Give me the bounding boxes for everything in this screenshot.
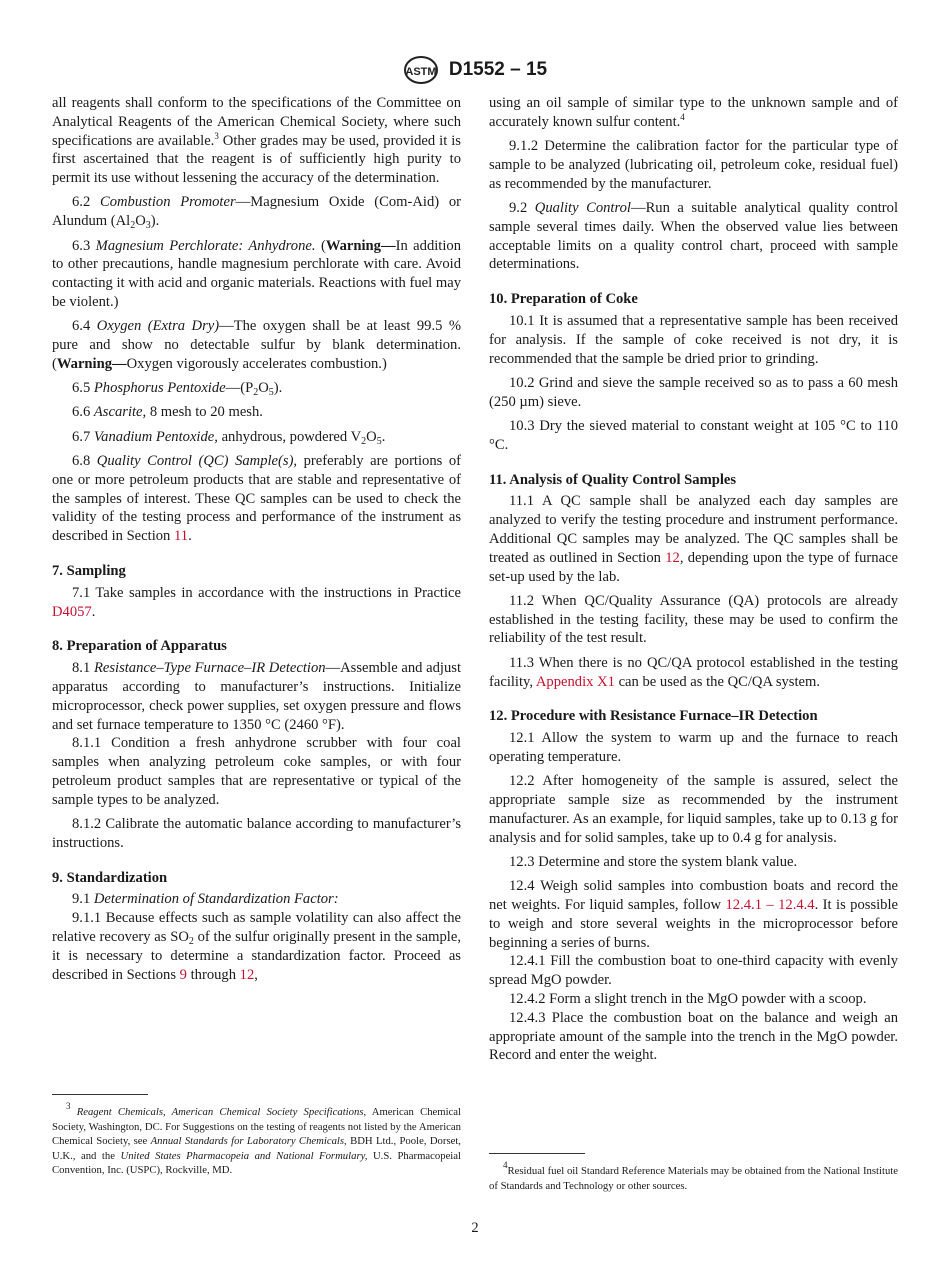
text-run: 6.6 <box>72 404 94 421</box>
cross-reference-link[interactable]: 12 <box>239 966 255 983</box>
cross-reference-link[interactable]: 12.4.1 – 12.4.4 <box>725 896 815 913</box>
text-run: 6.2 <box>72 194 100 211</box>
paragraph <box>52 94 461 188</box>
footnote-marker: 3 <box>214 130 219 141</box>
text-run: 8.1.1 Condition a fresh anhydrone scrubber with four coal samples when analyzing petroleum coke samples, or with four petroleum product samples that are representative or typical of the sample types to be analyzed. <box>52 735 461 808</box>
paragraph <box>52 452 461 546</box>
paragraph <box>489 853 898 872</box>
footnote-text <box>52 1101 462 1178</box>
footnote-text <box>489 1160 898 1193</box>
text-run: 8.1 <box>72 660 94 677</box>
paragraph <box>52 659 461 734</box>
text-run: 6.4 <box>72 318 97 335</box>
text-run: 5 <box>268 387 274 399</box>
text-run: anhydrous, powdered V <box>217 428 362 445</box>
text-run: O <box>258 380 269 397</box>
text-run: Residual fuel oil Standard Reference Materials may be obtained from the National Institute of Standards and Technology or other sources. <box>489 1165 898 1192</box>
text-run: 2 <box>253 387 259 399</box>
text-run: Vanadium Pentoxide, <box>93 428 218 445</box>
paragraph <box>489 492 898 586</box>
paragraph <box>52 909 461 984</box>
text-run: . <box>381 428 386 445</box>
text-run: —Assemble and adjust apparatus according to manufacturer’s instructions. Initialize microprocessor, check power supplies, set oxygen pressure and flows and set furnace temperature to 1350 °C (2460 °F). <box>52 660 461 733</box>
cross-reference-link[interactable]: D4057 <box>52 603 92 620</box>
paragraph <box>489 374 898 412</box>
paragraph <box>52 815 461 853</box>
cross-reference-link[interactable]: 9 <box>179 966 187 983</box>
section-heading: 7. Sampling <box>52 563 126 580</box>
paragraph <box>489 1009 898 1065</box>
text-run: 12.4 Weigh solid samples into combustion boats and record the net weights. For liquid samples, follow <box>489 878 898 913</box>
text-run: ). <box>273 380 283 397</box>
document-code: D1552 – 15 <box>448 59 548 80</box>
section-heading: 10. Preparation of Coke <box>489 291 638 308</box>
text-run: 12.2 After homogeneity of the sample is assured, select the appropriate sample size as recommended by the instrument manufacturer. As an example, for liquid samples, take up to 0.13 g for analysis and for solid samples, take up to 0.4 g for analysis. <box>489 773 898 846</box>
text-run: , American Chemical Society, Washington, DC. For Suggestions on the testing of reagents not listed by the American Chemical Society, see <box>52 1106 462 1148</box>
text-run: . <box>91 603 96 620</box>
text-run: preferably are portions of one or more petroleum products that are stable and representative of the samples of interest. These QC samples can be used to check the validity of the testing process and performance of the instrument as described in Section <box>52 453 462 545</box>
paragraph <box>489 877 898 952</box>
paragraph <box>52 317 461 373</box>
paragraph <box>489 94 898 132</box>
text-run: O <box>135 213 146 230</box>
svg-text:ASTM: ASTM <box>405 66 437 78</box>
cross-reference-link[interactable]: Appendix X1 <box>535 673 615 690</box>
text-run: through <box>186 966 240 983</box>
text-run: United States Pharmacopeia and National Formulary, <box>120 1149 368 1162</box>
text-run: 8 mesh to 20 mesh. <box>146 404 263 421</box>
text-run: Resistance–Type Furnace–IR Detection <box>93 660 326 677</box>
page-header <box>0 55 950 85</box>
text-run: BDH Ltd., Poole, Dorset, U.K., and the <box>52 1135 461 1162</box>
paragraph <box>489 654 898 692</box>
text-run: Reagent Chemicals, American Chemical Society Specifications <box>76 1106 364 1118</box>
text-run: Oxygen vigorously accelerates combustion.) <box>126 355 387 372</box>
text-run: 8.1.2 Calibrate the automatic balance according to manufacturer’s instructions. <box>52 816 461 851</box>
paragraph <box>52 379 461 398</box>
text-run: 12.1 Allow the system to warm up and the furnace to reach operating temperature. <box>489 730 898 765</box>
text-run: Magnesium Perchlorate: Anhydrone. <box>95 237 316 254</box>
text-run: 9.1 <box>72 891 94 908</box>
text-run: 2 <box>188 936 194 948</box>
paragraph <box>489 417 898 455</box>
section-heading: 9. Standardization <box>52 869 168 886</box>
text-run: Determination of Standardization Factor: <box>93 891 339 908</box>
section-heading: 12. Procedure with Resistance Furnace–IR Detection <box>489 708 818 725</box>
paragraph <box>489 772 898 847</box>
text-run: Oxygen (Extra Dry) <box>96 318 220 335</box>
footnote-3 <box>52 1094 461 1178</box>
text-run: , depending upon the type of furnace set-up used by the lab. <box>489 549 899 585</box>
footnote-rule <box>489 1153 585 1154</box>
text-run: 10.3 Dry the sieved material to constant weight at 105 °C to 110 °C. <box>489 417 898 453</box>
section-heading: 11. Analysis of Quality Control Samples <box>489 471 737 488</box>
text-run: , <box>254 966 258 983</box>
text-run: 3 <box>145 220 151 232</box>
text-run: 9.2 <box>509 199 535 216</box>
text-run: 10.2 Grind and sieve the sample received so as to pass a 60 mesh (250 µm) sieve. <box>489 374 898 410</box>
page-number: 2 <box>471 1220 479 1236</box>
text-run: 6.5 <box>72 380 94 397</box>
paragraph <box>489 729 898 767</box>
text-run: 12.4.2 Form a slight trench in the MgO powder with a scoop. <box>509 990 867 1007</box>
paragraph <box>52 193 461 231</box>
text-run: U.S. Pharmacopeial Convention, Inc. (USPC), Rockville, MD. <box>52 1149 461 1177</box>
cross-reference-link[interactable]: 11 <box>174 528 189 545</box>
text-run: 12.3 Determine and store the system blank value. <box>509 853 798 870</box>
text-run: 12.4.3 Place the combustion boat on the balance and weigh an appropriate amount of the sample into the trench in the MgO powder. Record and enter the weight. <box>489 1009 898 1064</box>
cross-reference-link[interactable]: 12 <box>665 549 680 566</box>
text-run: 11.1 A QC sample shall be analyzed each day samples are analyzed to verify the testing procedure and instrument performance. Additional QC samples may be analyzed. The QC samples shall be treated as outlined in Section <box>489 493 898 566</box>
text-run: Warning— <box>325 237 396 254</box>
text-run: 5 <box>376 435 382 447</box>
paragraph <box>489 990 898 1009</box>
text-run: 6.3 <box>72 237 96 254</box>
text-run: Quality Control (QC) Sample(s), <box>96 453 298 470</box>
footnote-marker: 3 <box>66 1101 71 1111</box>
paragraph <box>489 199 898 274</box>
paragraph <box>52 584 461 622</box>
text-run: 2 <box>361 435 367 447</box>
paragraph <box>489 952 898 990</box>
text-run: can be used as the QC/QA system. <box>614 673 821 690</box>
text-run: Ascarite, <box>93 404 147 421</box>
text-run: 12.4.1 Fill the combustion boat to one-third capacity with evenly spread MgO powder. <box>489 953 898 989</box>
text-run: of the sulfur originally present in the sample, it is necessary to determine a standardization factor. Proceed as described in Sections <box>52 929 461 983</box>
text-run: ( <box>315 237 326 254</box>
paragraph <box>489 592 898 648</box>
text-run: 7.1 Take samples in accordance with the instructions in Practice <box>72 584 461 601</box>
left-column <box>52 94 461 984</box>
text-run: —Run a suitable analytical quality control sample several times daily. When the observed value lies between acceptable limits on a quality control chart, proceed with sample determinations. <box>489 199 899 273</box>
text-run: . It is possible to weigh and store several weights in the microprocessor before beginning a series of burns. <box>489 896 899 951</box>
text-run: —Magnesium Oxide (Com-Aid) or Alundum (Al <box>52 194 461 230</box>
text-run: 10.1 It is assumed that a representative sample has been received for analysis. If the sample of coke received is not dry, it is recommended that the sample be dried prior to grinding. <box>489 312 898 367</box>
text-run: Warning— <box>56 355 127 372</box>
text-run: —(P <box>225 380 254 397</box>
footnote-4 <box>489 1153 898 1193</box>
text-run: . <box>188 528 192 545</box>
text-run: 9.1.1 Because effects such as sample volatility can also affect the relative recovery as SO <box>52 910 461 946</box>
text-run: In addition to other precautions, handle magnesium perchlorate with care. Avoid contacting it with acid and organic materials. Reactions with fuel may be violent.) <box>52 237 461 310</box>
text-run: 9.1.2 Determine the calibration factor for the particular type of sample to be analyzed (lubricating oil, petroleum coke, residual fuel) as recommended by the manufacturer. <box>489 138 898 192</box>
paragraph <box>52 428 461 447</box>
text-run: 6.8 <box>72 453 97 470</box>
text-run: —The oxygen shall be at least 99.5 % pure and show no detectable sulfur by blank determination. ( <box>52 318 462 372</box>
text-run: 2 <box>130 220 136 232</box>
text-run: Other grades may be used, provided it is first ascertained that the reagent is of sufficiently high purity to permit its use without lessening the accuracy of the determination. <box>52 132 461 187</box>
text-run: using an oil sample of similar type to the unknown sample and of accurately known sulfur content. <box>489 95 898 130</box>
paragraph <box>52 890 461 909</box>
text-run: all reagents shall conform to the specifications of the Committee on Analytical Reagents of the American Chemical Society, where such specifications are available. <box>52 95 461 149</box>
text-run: Quality Control <box>534 199 631 216</box>
section-heading: 8. Preparation of Apparatus <box>52 638 227 655</box>
paragraph <box>52 734 461 809</box>
footnote-marker: 4 <box>503 1160 508 1170</box>
text-run: 6.7 <box>72 428 94 445</box>
text-run: Phosphorus Pentoxide <box>93 380 226 397</box>
text-run: ). <box>150 213 160 230</box>
footnote-rule <box>52 1094 148 1095</box>
footnote-marker: 4 <box>680 111 685 122</box>
text-run: Combustion Promoter <box>99 194 236 211</box>
text-run: 11.3 When there is no QC/QA protocol established in the testing facility, <box>489 654 898 690</box>
paragraph <box>52 237 461 312</box>
paragraph <box>489 137 898 193</box>
paragraph <box>489 312 898 368</box>
text-run: 11.2 When QC/Quality Assurance (QA) protocols are already established in the testing facility, these may be used to confirm the reliability of the test result. <box>489 592 898 647</box>
astm-logo-icon <box>403 55 439 85</box>
paragraph <box>52 403 461 422</box>
text-run: Annual Standards for Laboratory Chemicals, <box>150 1135 347 1148</box>
text-run: O <box>366 428 377 445</box>
right-column <box>489 94 898 1065</box>
